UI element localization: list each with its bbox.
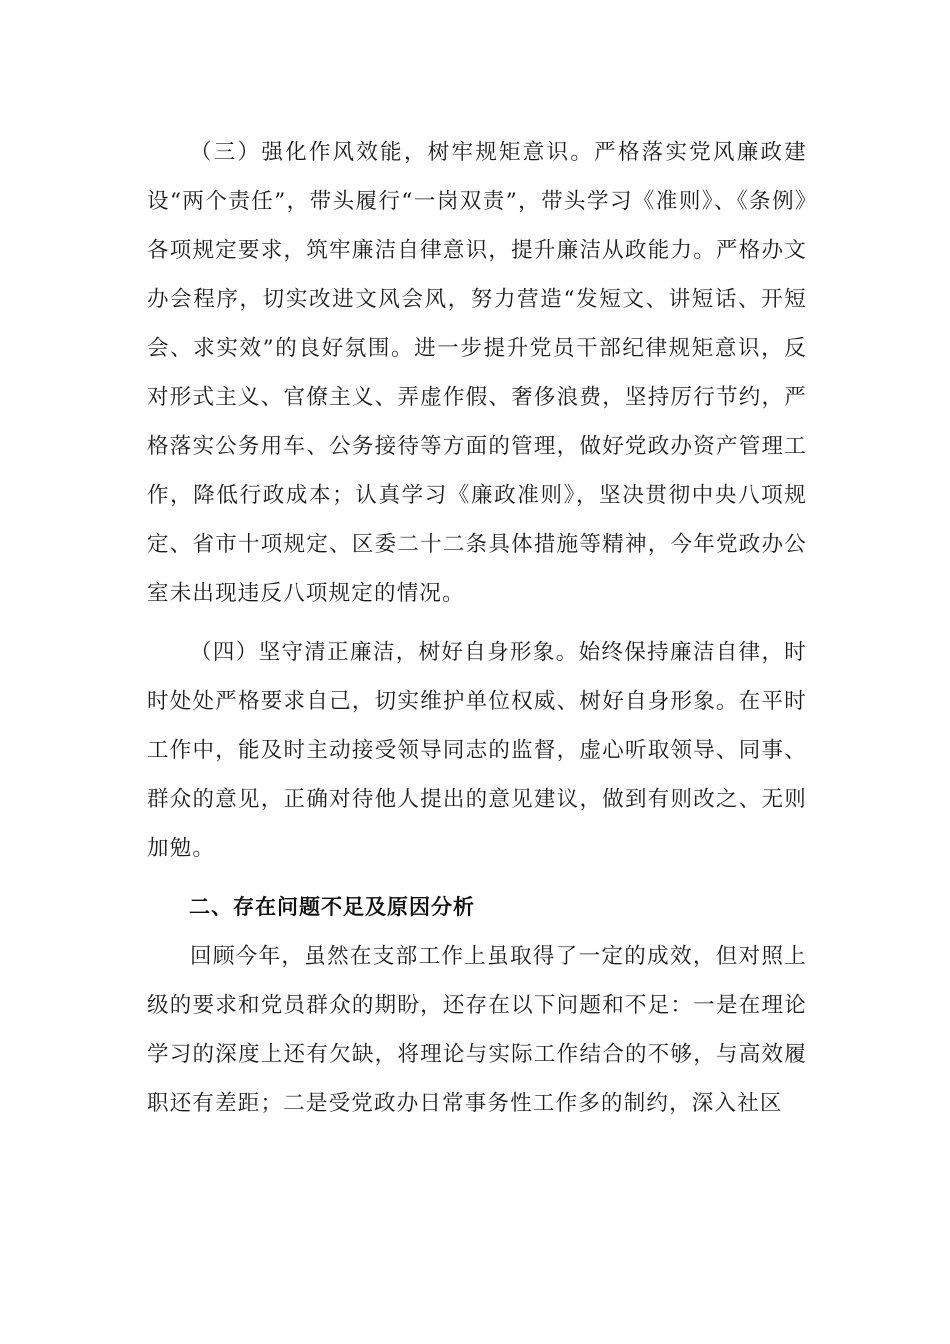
paragraph-integrity-image: （四）坚守清正廉洁，树好自身形象。始终保持廉洁自律，时时处处严格要求自己，切实维护单位权威、树好自身形象。在平时工作中，能及时主动接受领导同志的监督，虚心听取领导、同事、群众的意见，正确对待他人提出的意见建议，做到有则改之、无则加勉。 (147, 640, 807, 861)
paragraph-review: 回顾今年，虽然在支部工作上虽取得了一定的成效，但对照上级的要求和党员群众的期盼，还存在以下问题和不足：一是在理论学习的深度上还有欠缺，将理论与实际工作结合的不够，与高效履职还有差距；二是受党政办日常事务性工作多的制约，深入社区 (147, 944, 807, 1116)
paragraph-strengthen-work-style: （三）强化作风效能，树牢规矩意识。严格落实党风廉政建设“两个责任”，带头履行“一岗双责”，带头学习《准则》、《条例》各项规定要求，筑牢廉洁自律意识，提升廉洁从政能力。严格办文办会程序，切实改进文风会风，努力营造“发短文、讲短话、开短会、求实效”的良好氛围。进一步提升党员干部纪律规矩意识，反对形式主义、官僚主义、弄虚作假、奢侈浪费，坚持厉行节约，严格落实公务用车、公务接待等方面的管理，做好党政办资产管理工作，降低行政成本；认真学习《廉政准则》，坚决贯彻中央八项规定、省市十项规定、区委二十二条具体措施等精神，今年党政办公室未出现违反八项规定的情况。 (147, 140, 807, 606)
paragraph-gap (147, 618, 807, 628)
paragraph-gap (147, 873, 807, 883)
document-body (147, 128, 807, 1128)
section-heading-problems: 二、存在问题不足及原因分析 (189, 895, 475, 919)
